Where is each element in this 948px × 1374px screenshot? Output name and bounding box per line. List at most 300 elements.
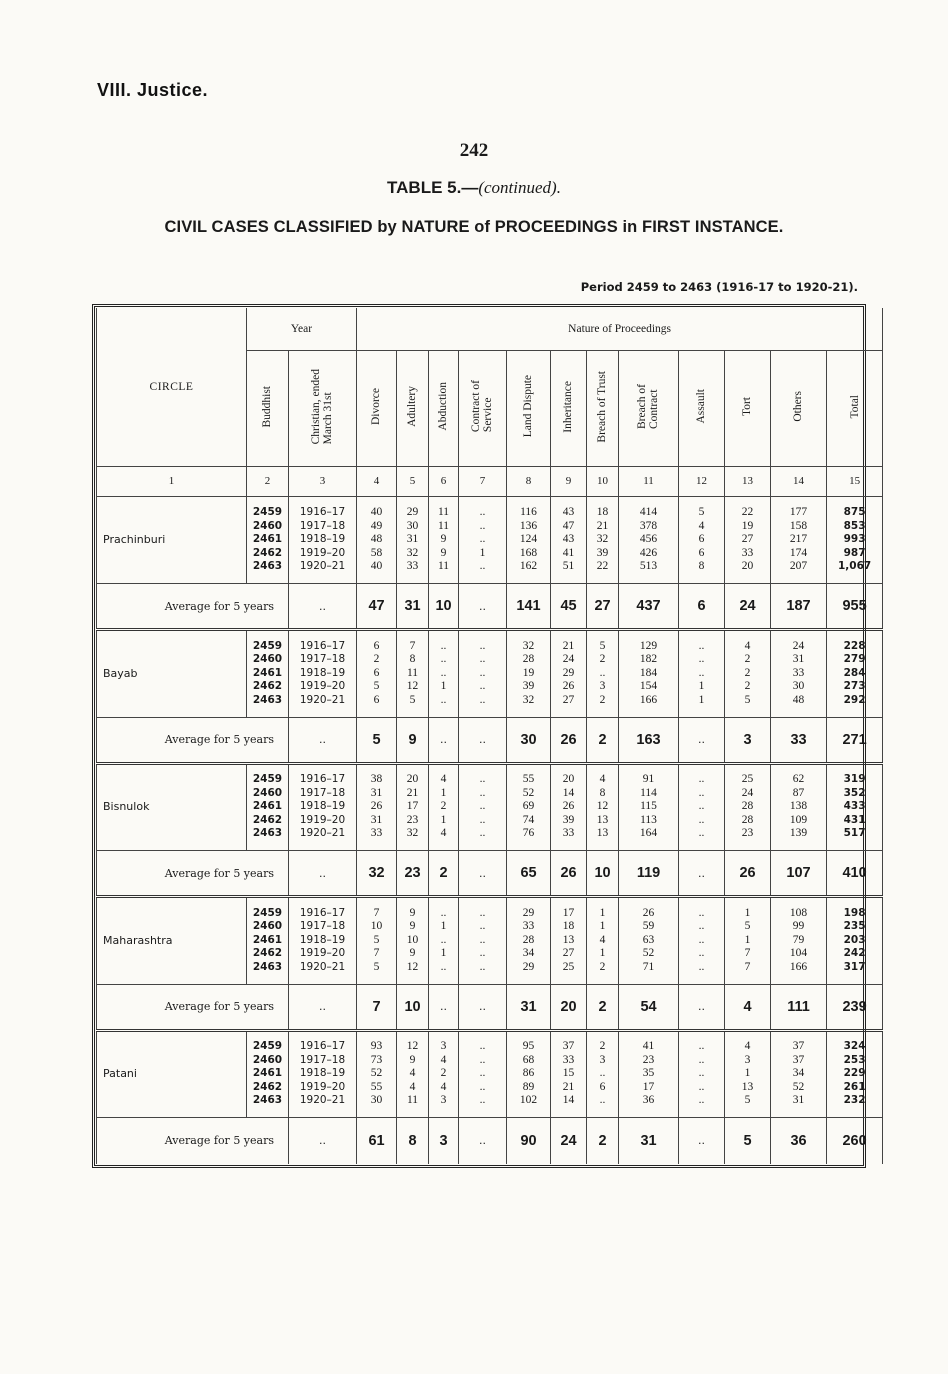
average-cell: 10 <box>429 584 459 630</box>
table-cell: 2463 <box>247 1094 289 1108</box>
table-cell: .. <box>587 1094 619 1108</box>
table-cell: 1 <box>587 907 619 921</box>
table-cell: 9 <box>397 920 429 934</box>
table-cell: 2460 <box>247 920 289 934</box>
table-cell: 1 <box>429 787 459 801</box>
table-cell: 1919–20 <box>289 814 357 828</box>
table-cell: 273 <box>827 680 883 694</box>
table-cell: 38 <box>357 773 397 787</box>
table-cell: .. <box>429 653 459 667</box>
table-cell: .. <box>679 800 725 814</box>
table-cell: .. <box>459 800 507 814</box>
table-cell: 217 <box>771 533 827 547</box>
table-cell: 37 <box>771 1054 827 1068</box>
table-cell: 2460 <box>247 653 289 667</box>
average-label: Average for 5 years <box>97 1118 289 1164</box>
table-row <box>97 1081 883 1095</box>
table-cell: .. <box>459 653 507 667</box>
average-cell: 7 <box>357 984 397 1030</box>
table-cell: 22 <box>587 560 619 574</box>
table-cell: .. <box>679 640 725 654</box>
table-cell: 1 <box>429 947 459 961</box>
table-cell: 34 <box>771 1067 827 1081</box>
table-cell: .. <box>459 667 507 681</box>
table-cell: 25 <box>551 961 587 975</box>
table-cell: 5 <box>679 506 725 520</box>
table-cell: .. <box>459 533 507 547</box>
table-cell: 22 <box>725 506 771 520</box>
table-cell: 40 <box>357 506 397 520</box>
table-cell: 5 <box>357 961 397 975</box>
table-cell: 33 <box>725 547 771 561</box>
table-row <box>97 680 883 694</box>
table-cell: .. <box>459 961 507 975</box>
table-cell: 2462 <box>247 947 289 961</box>
table-cell: 63 <box>619 934 679 948</box>
table-row <box>97 1094 883 1108</box>
col-total: Total <box>827 350 883 466</box>
table-cell: 433 <box>827 800 883 814</box>
table-cell: 987 <box>827 547 883 561</box>
column-number: 4 <box>357 466 397 496</box>
table-cell: 1918–19 <box>289 1067 357 1081</box>
table-cell: 4 <box>587 773 619 787</box>
col-breach-contract: Breach of Contract <box>619 350 679 466</box>
table-cell: 2463 <box>247 961 289 975</box>
table-cell: 456 <box>619 533 679 547</box>
table-cell: 352 <box>827 787 883 801</box>
col-tort: Tort <box>725 350 771 466</box>
table-cell: 1 <box>725 934 771 948</box>
table-cell: 207 <box>771 560 827 574</box>
table-cell: 26 <box>551 800 587 814</box>
average-cell: .. <box>459 584 507 630</box>
table-cell: 24 <box>551 653 587 667</box>
table-cell: 47 <box>551 520 587 534</box>
table-label: TABLE 5.— <box>387 178 479 197</box>
table-cell: 114 <box>619 787 679 801</box>
table-cell: 513 <box>619 560 679 574</box>
table-cell: 1919–20 <box>289 547 357 561</box>
average-cell: 9 <box>397 717 429 763</box>
col-breach-trust: Breach of Trust <box>587 350 619 466</box>
table-cell: 12 <box>397 1040 429 1054</box>
table-cell: 2460 <box>247 1054 289 1068</box>
circle-name: Bayab <box>97 667 247 681</box>
table-cell: 279 <box>827 653 883 667</box>
table-cell: 79 <box>771 934 827 948</box>
table-cell: 2462 <box>247 680 289 694</box>
average-cell: 6 <box>679 584 725 630</box>
table-cell: 2 <box>429 1067 459 1081</box>
table-cell: 4 <box>587 934 619 948</box>
average-row <box>97 584 883 630</box>
table-row <box>97 506 883 520</box>
table-cell: 1 <box>587 920 619 934</box>
table-cell: 1920–21 <box>289 961 357 975</box>
table-cell: 40 <box>357 560 397 574</box>
table-cell: 6 <box>587 1081 619 1095</box>
table-row <box>97 547 883 561</box>
table-cell: 7 <box>357 947 397 961</box>
table-row <box>97 520 883 534</box>
table-cell: 2459 <box>247 907 289 921</box>
average-dots: .. <box>289 584 357 630</box>
table-cell: .. <box>679 787 725 801</box>
average-cell: 239 <box>827 984 883 1030</box>
table-cell: 1 <box>429 920 459 934</box>
table-subtitle: CIVIL CASES CLASSIFIED by NATURE of PROCEEDINGS in FIRST INSTANCE. <box>164 218 784 236</box>
average-cell: 33 <box>771 717 827 763</box>
table-cell: 68 <box>507 1054 551 1068</box>
table-cell: 30 <box>397 520 429 534</box>
average-cell: 119 <box>619 851 679 897</box>
average-cell: 61 <box>357 1118 397 1164</box>
table-cell: .. <box>679 1094 725 1108</box>
table-cell: 9 <box>397 907 429 921</box>
table-cell: 7 <box>397 640 429 654</box>
average-cell: .. <box>429 717 459 763</box>
table-cell: 51 <box>551 560 587 574</box>
table-cell: 25 <box>725 773 771 787</box>
average-dots: .. <box>289 984 357 1030</box>
table-cell: .. <box>459 560 507 574</box>
table-cell: 18 <box>587 506 619 520</box>
average-cell: 437 <box>619 584 679 630</box>
table-cell: 52 <box>357 1067 397 1081</box>
table-cell: 31 <box>357 787 397 801</box>
circle-name: Maharashtra <box>97 934 247 948</box>
table-cell: 2463 <box>247 694 289 708</box>
table-cell: .. <box>679 773 725 787</box>
table-cell: 11 <box>397 1094 429 1108</box>
table-cell: 52 <box>619 947 679 961</box>
table-cell: 168 <box>507 547 551 561</box>
column-number: 3 <box>289 466 357 496</box>
table-cell: 3 <box>587 1054 619 1068</box>
table-cell: .. <box>459 814 507 828</box>
table-cell: 139 <box>771 827 827 841</box>
table-cell: 13 <box>551 934 587 948</box>
table-cell: 1920–21 <box>289 827 357 841</box>
table-cell: 6 <box>357 694 397 708</box>
average-cell: 2 <box>587 1118 619 1164</box>
table-cell: 2459 <box>247 1040 289 1054</box>
spacer-row <box>97 630 883 640</box>
col-land-dispute: Land Dispute <box>507 350 551 466</box>
average-cell: 24 <box>725 584 771 630</box>
table-row <box>97 667 883 681</box>
column-number: 9 <box>551 466 587 496</box>
table-cell: .. <box>459 1094 507 1108</box>
table-cell: 17 <box>397 800 429 814</box>
average-cell: .. <box>459 1118 507 1164</box>
table-cell: 2463 <box>247 560 289 574</box>
table-cell: 113 <box>619 814 679 828</box>
table-cell: 28 <box>725 800 771 814</box>
table-cell: .. <box>459 947 507 961</box>
table-row <box>97 653 883 667</box>
circle-cell <box>97 506 247 520</box>
table-cell: 33 <box>507 920 551 934</box>
table-cell: 27 <box>551 694 587 708</box>
table-cell: 33 <box>551 1054 587 1068</box>
table-cell: 319 <box>827 773 883 787</box>
table-cell: 71 <box>619 961 679 975</box>
table-cell: .. <box>459 1040 507 1054</box>
table-cell: 24 <box>771 640 827 654</box>
average-cell: 187 <box>771 584 827 630</box>
average-cell: 26 <box>551 851 587 897</box>
average-cell: 45 <box>551 584 587 630</box>
table-cell: 43 <box>551 506 587 520</box>
spacer-row <box>97 897 883 907</box>
table-continued: (continued). <box>478 178 561 197</box>
table-cell: 8 <box>679 560 725 574</box>
table-cell: 1 <box>429 814 459 828</box>
table-cell: 109 <box>771 814 827 828</box>
average-cell: 30 <box>507 717 551 763</box>
column-number: 12 <box>679 466 725 496</box>
table-cell: 4 <box>429 773 459 787</box>
table-row <box>97 947 883 961</box>
table-cell: 14 <box>551 1094 587 1108</box>
table-title <box>0 178 948 198</box>
table-cell: 1917–18 <box>289 920 357 934</box>
table-cell: 6 <box>357 667 397 681</box>
table-cell: 6 <box>357 640 397 654</box>
table-cell: .. <box>679 947 725 961</box>
table-cell: 1 <box>679 694 725 708</box>
table-cell: 32 <box>397 547 429 561</box>
table-cell: 261 <box>827 1081 883 1095</box>
table-cell: 174 <box>771 547 827 561</box>
column-number: 10 <box>587 466 619 496</box>
table-cell: .. <box>459 787 507 801</box>
table-cell: 324 <box>827 1040 883 1054</box>
table-cell: 232 <box>827 1094 883 1108</box>
average-label: Average for 5 years <box>97 984 289 1030</box>
table-cell: 116 <box>507 506 551 520</box>
table-cell: 31 <box>771 653 827 667</box>
table-cell: 2461 <box>247 1067 289 1081</box>
table-cell: 32 <box>507 694 551 708</box>
table-cell: 1918–19 <box>289 533 357 547</box>
table-cell: 48 <box>771 694 827 708</box>
table-cell: 102 <box>507 1094 551 1108</box>
table-cell: 3 <box>429 1094 459 1108</box>
table-cell: 32 <box>397 827 429 841</box>
table-cell: 5 <box>357 680 397 694</box>
column-number: 7 <box>459 466 507 496</box>
table-cell: 2459 <box>247 506 289 520</box>
table-cell: 1916–17 <box>289 506 357 520</box>
table-cell: 1918–19 <box>289 667 357 681</box>
average-cell: 65 <box>507 851 551 897</box>
circle-cell <box>97 1054 247 1068</box>
average-cell: 31 <box>619 1118 679 1164</box>
circle-cell <box>97 1081 247 1095</box>
table-cell: 24 <box>725 787 771 801</box>
table-cell: 27 <box>551 947 587 961</box>
table-cell: 95 <box>507 1040 551 1054</box>
table-cell: 9 <box>429 533 459 547</box>
table-cell: 1 <box>679 680 725 694</box>
spacer-row <box>97 974 883 984</box>
table-cell: 2461 <box>247 667 289 681</box>
table-cell: 317 <box>827 961 883 975</box>
table-cell: .. <box>459 640 507 654</box>
table-cell: 73 <box>357 1054 397 1068</box>
table-cell: 52 <box>507 787 551 801</box>
average-cell: .. <box>429 984 459 1030</box>
table-cell: 104 <box>771 947 827 961</box>
column-number: 14 <box>771 466 827 496</box>
table-cell: .. <box>429 907 459 921</box>
table-cell: 11 <box>429 560 459 574</box>
table-cell: .. <box>679 1067 725 1081</box>
average-cell: 23 <box>397 851 429 897</box>
table-cell: 93 <box>357 1040 397 1054</box>
table-cell: .. <box>679 1040 725 1054</box>
average-cell: 2 <box>429 851 459 897</box>
table-cell: 4 <box>429 827 459 841</box>
circle-cell <box>97 787 247 801</box>
table-row <box>97 694 883 708</box>
table-cell: 37 <box>771 1040 827 1054</box>
table-row <box>97 961 883 975</box>
column-number: 5 <box>397 466 429 496</box>
table-cell: 18 <box>551 920 587 934</box>
table-cell: 2460 <box>247 520 289 534</box>
table-cell: 32 <box>587 533 619 547</box>
table-cell: 2461 <box>247 934 289 948</box>
circle-name: Bisnulok <box>97 800 247 814</box>
average-cell: 26 <box>551 717 587 763</box>
table-cell: 43 <box>551 533 587 547</box>
table-cell: 284 <box>827 667 883 681</box>
table-cell: 13 <box>587 827 619 841</box>
column-number: 1 <box>97 466 247 496</box>
table-cell: 166 <box>771 961 827 975</box>
table-cell: .. <box>459 920 507 934</box>
table-cell: 2 <box>357 653 397 667</box>
table-cell: 108 <box>771 907 827 921</box>
table-cell: 2462 <box>247 1081 289 1095</box>
circle-cell <box>97 1040 247 1054</box>
col-assault: Assault <box>679 350 725 466</box>
table-row <box>97 787 883 801</box>
table-cell: 6 <box>679 547 725 561</box>
average-cell: 141 <box>507 584 551 630</box>
table-cell: 2462 <box>247 547 289 561</box>
table-cell: 2459 <box>247 640 289 654</box>
table-cell: 2 <box>587 961 619 975</box>
section-heading: VIII. Justice. <box>97 80 209 100</box>
average-cell: 90 <box>507 1118 551 1164</box>
table-cell: 76 <box>507 827 551 841</box>
average-cell: 955 <box>827 584 883 630</box>
table-cell: 229 <box>827 1067 883 1081</box>
spacer-row <box>97 841 883 851</box>
col-inheritance: Inheritance <box>551 350 587 466</box>
column-number: 15 <box>827 466 883 496</box>
table-cell: 49 <box>357 520 397 534</box>
table-cell: 9 <box>429 547 459 561</box>
table-cell: 7 <box>725 947 771 961</box>
table-cell: 203 <box>827 934 883 948</box>
table-cell: 1919–20 <box>289 947 357 961</box>
average-cell: .. <box>459 717 507 763</box>
circle-cell <box>97 961 247 975</box>
table-cell: 4 <box>397 1067 429 1081</box>
table-cell: 1,067 <box>827 560 883 574</box>
table-cell: 3 <box>429 1040 459 1054</box>
table-cell: 242 <box>827 947 883 961</box>
circle-cell <box>97 947 247 961</box>
table-cell: .. <box>459 694 507 708</box>
average-cell: .. <box>459 851 507 897</box>
spacer-row <box>97 1030 883 1040</box>
average-dots: .. <box>289 717 357 763</box>
table-cell: 8 <box>587 787 619 801</box>
table-cell: 32 <box>507 640 551 654</box>
table-row <box>97 640 883 654</box>
table-cell: 292 <box>827 694 883 708</box>
average-row <box>97 851 883 897</box>
table-cell: 875 <box>827 506 883 520</box>
table-cell: 52 <box>771 1081 827 1095</box>
table-cell: 87 <box>771 787 827 801</box>
table-cell: 13 <box>725 1081 771 1095</box>
average-cell: 31 <box>507 984 551 1030</box>
average-cell: 36 <box>771 1118 827 1164</box>
table-row <box>97 934 883 948</box>
table-row <box>97 920 883 934</box>
average-cell: 271 <box>827 717 883 763</box>
table-cell: 30 <box>357 1094 397 1108</box>
table-cell: 1917–18 <box>289 653 357 667</box>
table-cell: 21 <box>551 1081 587 1095</box>
table-row <box>97 773 883 787</box>
table-cell: 91 <box>619 773 679 787</box>
table-cell: 5 <box>587 640 619 654</box>
table-cell: 23 <box>619 1054 679 1068</box>
table-cell: 13 <box>587 814 619 828</box>
average-cell: .. <box>679 984 725 1030</box>
table-cell: 33 <box>771 667 827 681</box>
spacer-row <box>97 707 883 717</box>
table-cell: 1 <box>459 547 507 561</box>
table-cell: .. <box>459 1054 507 1068</box>
table-cell: 74 <box>507 814 551 828</box>
table-cell: 58 <box>357 547 397 561</box>
table-cell: 1917–18 <box>289 1054 357 1068</box>
circle-header: CIRCLE <box>97 308 247 466</box>
average-cell: 10 <box>587 851 619 897</box>
average-cell: 2 <box>587 984 619 1030</box>
average-cell: 3 <box>725 717 771 763</box>
table-cell: .. <box>679 667 725 681</box>
table-cell: 136 <box>507 520 551 534</box>
table-cell: 55 <box>507 773 551 787</box>
table-cell: 4 <box>725 1040 771 1054</box>
table-cell: 31 <box>397 533 429 547</box>
table-cell: .. <box>679 653 725 667</box>
table-cell: 3 <box>587 680 619 694</box>
table-cell: 28 <box>725 814 771 828</box>
table-cell: 10 <box>357 920 397 934</box>
